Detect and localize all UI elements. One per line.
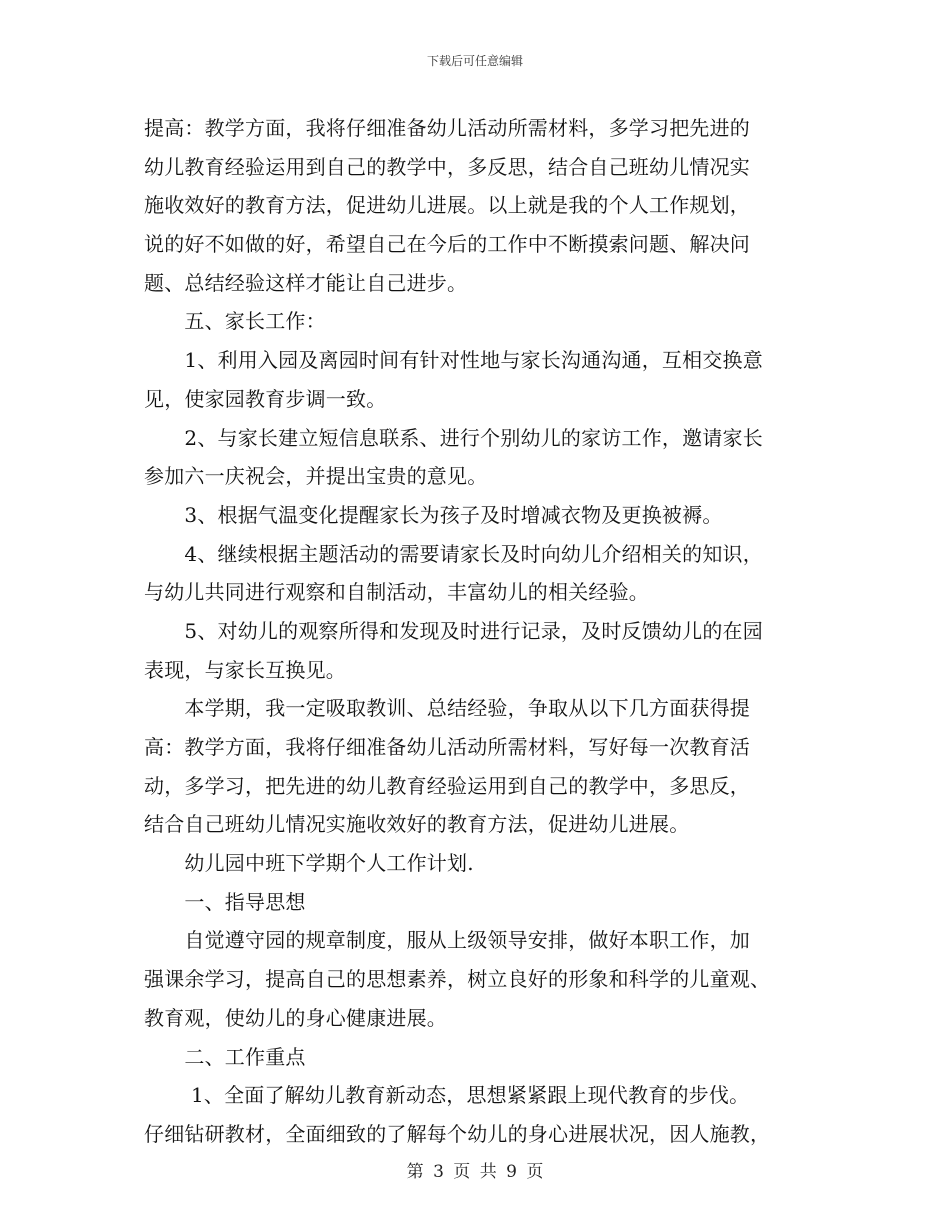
- page-number-footer: 第 3 页 共 9 页: [406, 1162, 544, 1182]
- text-line: 1、利用入园及离园时间有针对性地与家长沟通沟通，互相交换意: [144, 348, 763, 373]
- text-line: 施收效好的教育方法，促进幼儿进展。以上就是我的个人工作规划，: [144, 193, 750, 218]
- text-line: 4、继续根据主题活动的需要请家长及时向幼儿介绍相关的知识，: [144, 541, 763, 566]
- document-body: [144, 109, 812, 1154]
- section-heading: 一、指导思想: [144, 889, 306, 914]
- text-line: 幼儿教育经验运用到自己的教学中，多反思，结合自己班幼儿情况实: [144, 154, 750, 179]
- section-heading: 五、家长工作：: [144, 309, 326, 334]
- text-line: 2、与家长建立短信息联系、进行个别幼儿的家访工作，邀请家长: [144, 425, 763, 450]
- text-line: 5、对幼儿的观察所得和发现及时进行记录，及时反馈幼儿的在园: [144, 618, 763, 643]
- text-line: 参加六一庆祝会，并提出宝贵的意见。: [144, 464, 488, 489]
- text-line: 题、总结经验这样才能让自己进步。: [144, 270, 468, 295]
- text-line: 结合自己班幼儿情况实施收效好的教育方法，促进幼儿进展。: [144, 812, 690, 837]
- text-line: 本学期，我一定吸取教训、总结经验，争取从以下几方面获得提: [144, 696, 750, 721]
- text-line: 仔细钻研教材，全面细致的了解每个幼儿的身心进展状况，因人施教，: [144, 1121, 771, 1146]
- text-line: 表现，与家长互换见。: [144, 657, 346, 682]
- text-line: 强课余学习，提高自己的思想素养，树立良好的形象和科学的儿童观、: [144, 967, 771, 992]
- page-header: 下载后可任意编辑: [426, 54, 523, 68]
- text-line: 教育观，使幼儿的身心健康进展。: [144, 1005, 447, 1030]
- text-line: 高：教学方面，我将仔细准备幼儿活动所需材料，写好每一次教育活: [144, 735, 750, 759]
- text-line: 1、全面了解幼儿教育新动态，思想紧紧跟上现代教育的步伐。: [144, 1083, 750, 1108]
- section-heading: 二、工作重点: [144, 1044, 306, 1069]
- text-line: 动，多学习，把先进的幼儿教育经验运用到自己的教学中，多思反，: [144, 773, 750, 798]
- text-line: 与幼儿共同进行观察和自制活动，丰富幼儿的相关经验。: [144, 580, 649, 605]
- text-line: 自觉遵守园的规章制度，服从上级领导安排，做好本职工作，加: [144, 928, 750, 953]
- document-subtitle: 幼儿园中班下学期个人工作计划.: [144, 851, 474, 876]
- text-line: 见，使家园教育步调一致。: [144, 386, 387, 411]
- text-line: 提高：教学方面，我将仔细准备幼儿活动所需材料，多学习把先进的: [144, 116, 750, 140]
- text-line: 说的好不如做的好，希望自己在今后的工作中不断摸索问题、解决问: [144, 232, 750, 257]
- text-line: 3、根据气温变化提醒家长为孩子及时增减衣物及更换被褥。: [144, 502, 723, 527]
